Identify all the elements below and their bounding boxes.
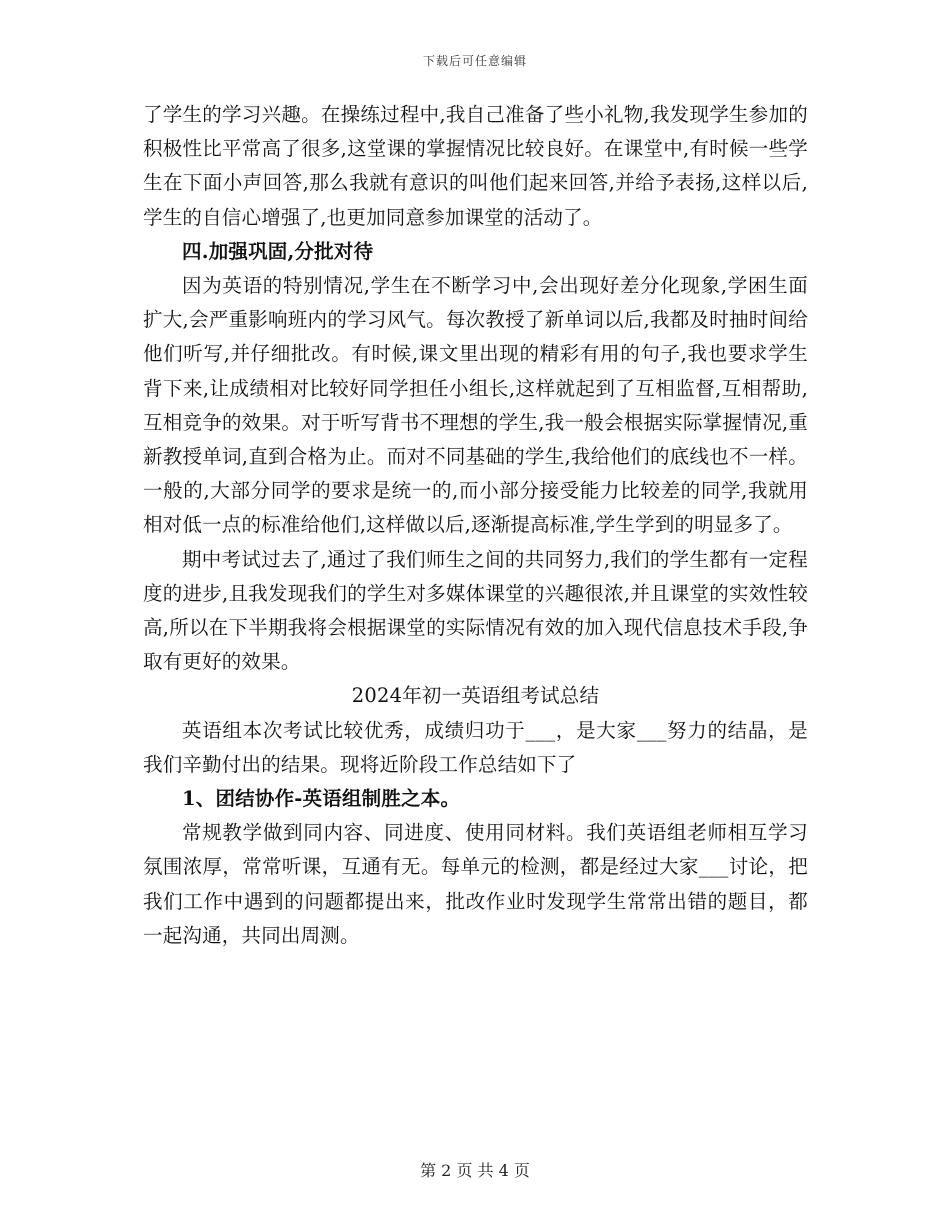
- paragraph-midterm: 期中考试过去了,通过了我们师生之间的共同努力,我们的学生都有一定程度的进步,且我发现我们的学生对多媒体课堂的兴趣很浓,并且课堂的实效性较高,所以在下半期我将会根据课堂的实际情况有效的加入现代信息技术手段,争取有更好的效果。: [143, 547, 808, 674]
- document-body: [143, 98, 808, 953]
- page-header: 下载后可任意编辑: [422, 54, 527, 68]
- paragraph-intro: 英语组本次考试比较优秀，成绩归功于___，是大家___努力的结晶，是我们辛勤付出的结果。现将近阶段工作总结如下了: [143, 718, 808, 776]
- document-title: 2024年初一英语组考试总结: [351, 684, 600, 708]
- section-heading-4: 四.加强巩固,分批对待: [182, 239, 374, 263]
- section-heading-1: 1、团结协作-英语组制胜之本。: [182, 787, 461, 811]
- paragraph-teamwork: 常规教学做到同内容、同进度、使用同材料。我们英语组老师相互学习氛围浓厚，常常听课，互通有无。每单元的检测，都是经过大家___讨论，把我们工作中遇到的问题都提出来，批改作业时发现学生常常出错的题目，都一起沟通，共同出周测。: [143, 821, 808, 947]
- paragraph-consolidation: 因为英语的特别情况,学生在不断学习中,会出现好差分化现象,学困生面扩大,会严重影响班内的学习风气。每次教授了新单词以后,我都及时抽时间给他们听写,并仔细批改。有时候,课文里出现的精彩有用的句子,我也要求学生背下来,让成绩相对比较好同学担任小组长,这样就起到了互相监督,互相帮助,互相竞争的效果。对于听写背书不理想的学生,我一般会根据实际掌握情况,重新教授单词,直到合格为止。而对不同基础的学生,我给他们的底线也不一样。一般的,大部分同学的要求是统一的,而小部分接受能力比较差的同学,我就用相对低一点的标准给他们,这样做以后,逐渐提高标准,学生学到的明显多了。: [143, 274, 808, 537]
- paragraph-continuation: 了学生的学习兴趣。在操练过程中,我自己准备了些小礼物,我发现学生参加的积极性比平常高了很多,这堂课的掌握情况比较良好。在课堂中,有时候一些学生在下面小声回答,那么我就有意识的叫他们起来回答,并给予表扬,这样以后,学生的自信心增强了,也更加同意参加课堂的活动了。: [143, 103, 808, 229]
- page-footer: 第 2 页 共 4 页: [420, 1161, 530, 1180]
